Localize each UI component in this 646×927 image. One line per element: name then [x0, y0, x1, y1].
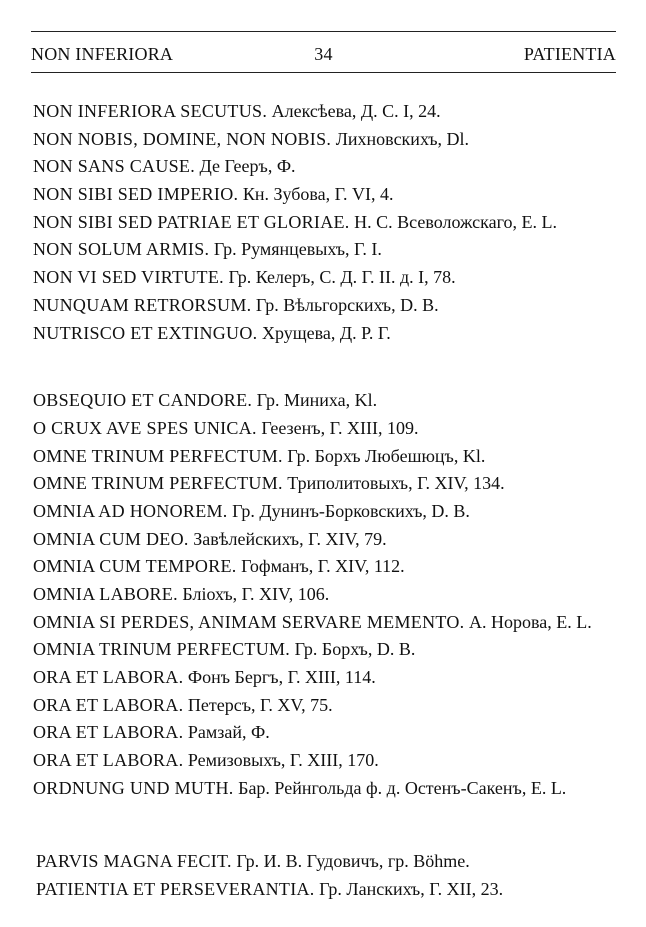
- entry-reference: Завѣлейскихъ, Г. XIV, 79.: [193, 528, 387, 549]
- entry: [33, 636, 633, 664]
- entry-reference: Гр. Борхъ, D. B.: [294, 639, 416, 660]
- entry: [36, 848, 636, 876]
- entry-reference: Де Гееръ, Ф.: [199, 156, 296, 177]
- entry: [33, 692, 633, 720]
- motto: ORA ET LABORA.: [33, 750, 184, 771]
- entry-reference: Гр. Дунинъ-Борковскихъ, D. B.: [232, 500, 470, 521]
- motto: PATIENTIA ET PERSEVERANTIA.: [36, 878, 315, 899]
- entry: [33, 747, 633, 775]
- entries-list-n-o: [33, 98, 633, 803]
- entry: [33, 553, 633, 581]
- entry-reference: Гр. Борхъ Любешюцъ, Kl.: [287, 445, 486, 466]
- entry: [33, 126, 633, 154]
- entry: [33, 181, 633, 209]
- entry-reference: Алексѣева, Д. С. I, 24.: [271, 101, 441, 121]
- motto: NON SOLUM ARMIS.: [33, 239, 210, 260]
- motto: NON SANS CAUSE.: [33, 156, 196, 177]
- entry: [33, 609, 633, 637]
- header-bottom-rule: [31, 72, 616, 73]
- entry: [33, 470, 633, 498]
- motto: NON SIBI SED PATRIAE ET GLORIAE.: [33, 211, 350, 232]
- entry: [33, 498, 633, 526]
- motto: O CRUX AVE SPES UNICA.: [33, 417, 257, 438]
- motto: NUNQUAM RETRORSUM.: [33, 294, 252, 315]
- motto: ORA ET LABORA.: [33, 694, 184, 715]
- motto: NUTRISCO ET EXTINGUO.: [33, 322, 258, 343]
- running-header: [31, 44, 616, 70]
- entry: [33, 443, 633, 471]
- motto: NON SIBI SED IMPERIO.: [33, 184, 239, 205]
- motto: OMNIA SI PERDES, ANIMAM SERVARE MEMENTO.: [33, 611, 465, 632]
- entry: [33, 292, 633, 320]
- motto: NON VI SED VIRTUTE.: [33, 267, 224, 288]
- entry-reference: Гр. Миниха, Kl.: [256, 390, 378, 411]
- motto: OMNIA CUM DEO.: [33, 528, 189, 549]
- header-left-catchword: NON INFERIORA: [31, 44, 174, 64]
- entries-list-p: [36, 848, 636, 903]
- motto: OMNE TRINUM PERFECTUM.: [33, 473, 283, 494]
- entry: [36, 876, 636, 904]
- entry-reference: А. Норова, E. L.: [468, 611, 592, 632]
- entry-reference: Хрущева, Д. Р. Г.: [261, 322, 391, 343]
- motto: OMNIA AD HONOREM.: [33, 500, 228, 521]
- entry-reference: Ремизовыхъ, Г. XIII, 170.: [187, 750, 379, 771]
- motto: OBSEQUIO ET CANDORE.: [33, 390, 253, 411]
- entry-reference: Гофманъ, Г. XIV, 112.: [241, 556, 405, 577]
- motto: PARVIS MAGNA FECIT.: [36, 851, 232, 871]
- entry: [33, 719, 633, 747]
- entry-reference: Гр. Келеръ, С. Д. Г. II. д. I, 78.: [228, 267, 456, 288]
- entry-reference: Гр. Ланскихъ, Г. XII, 23.: [319, 878, 504, 899]
- entry: [33, 320, 633, 348]
- page-number: 34: [314, 44, 333, 64]
- header-right-catchword: PATIENTIA: [523, 44, 616, 64]
- entry: [33, 775, 633, 803]
- entry-reference: Триполитовыхъ, Г. XIV, 134.: [287, 473, 505, 494]
- section-gap: [33, 347, 633, 387]
- entry-reference: Кн. Зубова, Г. VI, 4.: [242, 184, 394, 205]
- motto: OMNIA LABORE.: [33, 584, 178, 604]
- motto: OMNIA TRINUM PERFECTUM.: [33, 639, 291, 660]
- entry: [33, 236, 633, 264]
- entry-reference: Гр. И. В. Гудовичъ, гр. Böhme.: [236, 851, 470, 871]
- entry-reference: Рамзай, Ф.: [187, 722, 270, 743]
- entry: [33, 98, 633, 126]
- entry: [33, 209, 633, 237]
- entry-reference: Петерсъ, Г. XV, 75.: [187, 694, 333, 715]
- entry: [33, 153, 633, 181]
- motto: ORA ET LABORA.: [33, 722, 184, 743]
- entry: [33, 581, 633, 609]
- entry-reference: Гр. Вѣльгорскихъ, D. B.: [255, 294, 439, 315]
- entry: [33, 664, 633, 692]
- entry-reference: Бар. Рейнгольда ф. д. Остенъ-Сакенъ, E. L.: [238, 777, 567, 798]
- entry: [33, 387, 633, 415]
- entry: [33, 264, 633, 292]
- motto: ORA ET LABORA.: [33, 667, 184, 688]
- motto: ORDNUNG UND MUTH.: [33, 777, 234, 798]
- motto: NON NOBIS, DOMINE, NON NOBIS.: [33, 128, 332, 149]
- entry-reference: Бліохъ, Г. XIV, 106.: [182, 584, 330, 604]
- entry-reference: Н. С. Всеволожскаго, E. L.: [354, 211, 557, 232]
- motto: NON INFERIORA SECUTUS.: [33, 101, 268, 121]
- motto: OMNE TRINUM PERFECTUM.: [33, 445, 283, 466]
- entry-reference: Фонъ Бергъ, Г. XIII, 114.: [187, 667, 376, 688]
- entry: [33, 415, 633, 443]
- motto: OMNIA CUM TEMPORE.: [33, 556, 237, 577]
- header-top-rule: [31, 31, 616, 32]
- entry-reference: Геезенъ, Г. XIII, 109.: [261, 417, 419, 438]
- entry: [33, 526, 633, 554]
- entry-reference: Гр. Румянцевыхъ, Г. I.: [213, 239, 382, 260]
- entry-reference: Лихновскихъ, Dl.: [335, 128, 470, 149]
